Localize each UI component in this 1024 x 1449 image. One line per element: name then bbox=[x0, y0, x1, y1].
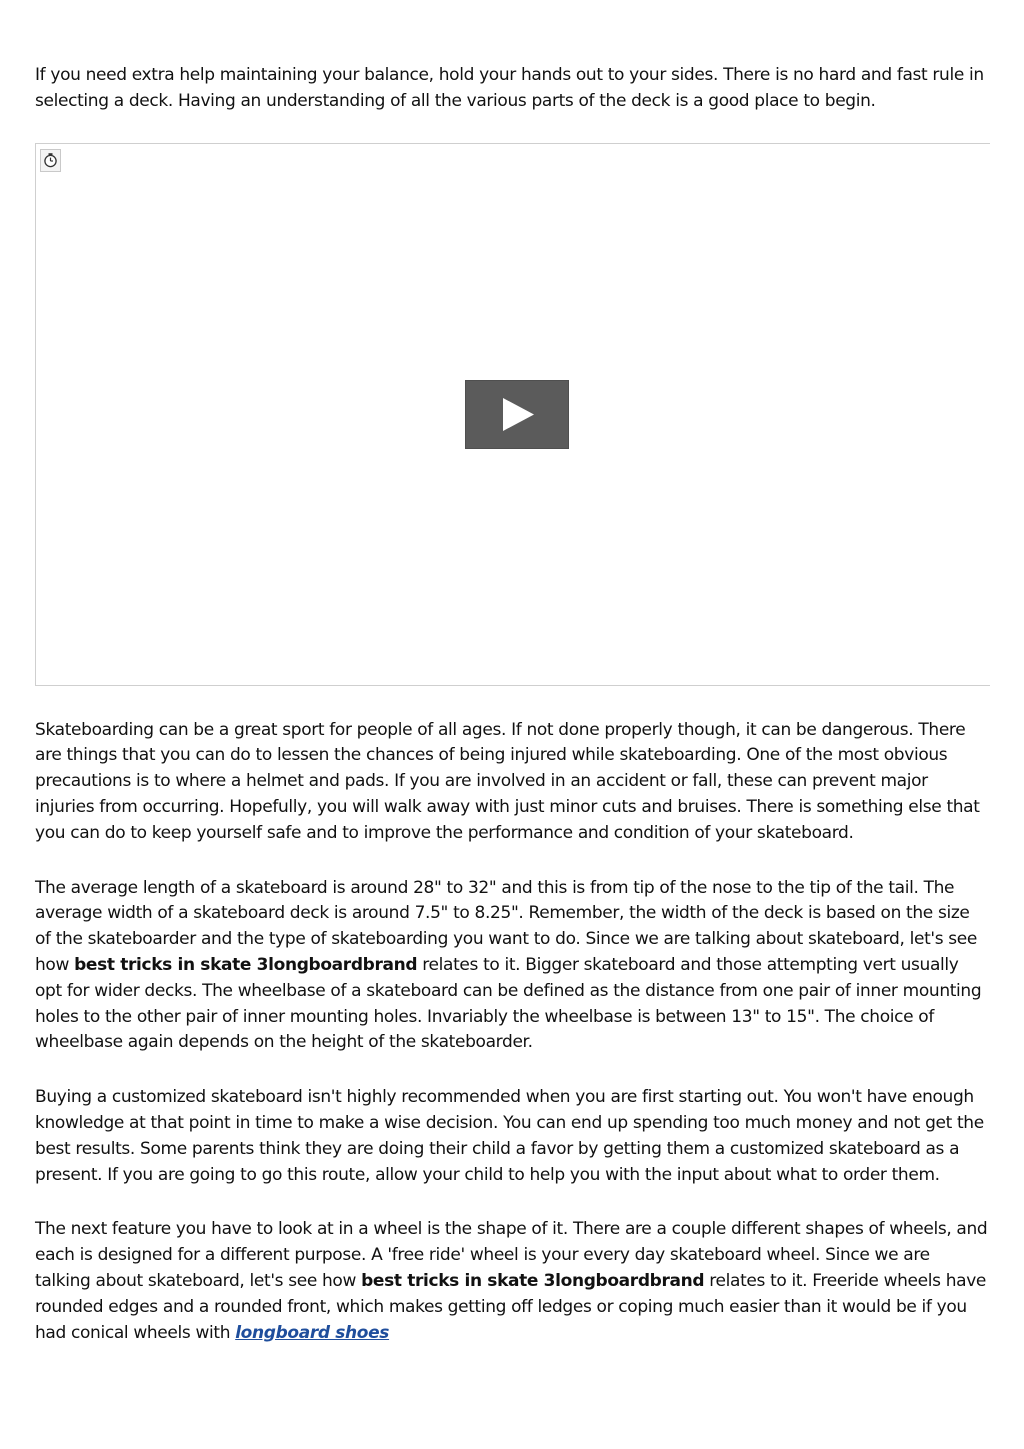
paragraph-wheel-shape-text-1: The next feature you have to look at in a wheel is the shape of it. There are a couple different shapes of wheels, and each is designed for a different purpose. A 'free ride' wheel is your every day skateboard wheel. Since we are talking about skateboard, let's see how bbox=[35, 1219, 988, 1291]
paragraph-deck-size bbox=[35, 876, 990, 1057]
paragraph-deck-size-text-2: relates to it. Bigger skateboard and those attempting vert usually opt for wider decks. The wheelbase of a skateboard can be defined as the distance from one pair of inner mounting holes to the other pair of inner mounting holes. Invariably the wheelbase is between 13" to 15". The choice of wheelbase again depends on the height of the skateboarder. bbox=[35, 954, 982, 1053]
video-embed[interactable] bbox=[35, 143, 990, 686]
longboard-shoes-link[interactable]: longboard shoes bbox=[235, 1322, 390, 1343]
paragraph-deck-size-text-1: The average length of a skateboard is around 28" to 32" and this is from tip of the nose to the tip of the tail. The average width of a skateboard deck is around 7.5" to 8.25". Remember, the width of the deck is based on the size of the skateboarder and the type of skateboarding you want to do. Since we are talking about skateboard, let's see how bbox=[35, 877, 978, 975]
clock-icon bbox=[40, 149, 61, 172]
keyword-best-tricks: best tricks in skate 3longboardbrand bbox=[74, 954, 418, 975]
play-icon bbox=[503, 398, 534, 431]
play-button[interactable] bbox=[465, 380, 569, 449]
keyword-best-tricks-2: best tricks in skate 3longboardbrand bbox=[361, 1270, 705, 1291]
paragraph-wheel-shape-text-2: relates to it. Freeride wheels have rounded edges and a rounded front, which makes getting off ledges or coping much easier than it would be if you had conical wheels with bbox=[35, 1270, 987, 1343]
paragraph-wheel-shape bbox=[35, 1217, 990, 1346]
paragraph-balance: If you need extra help maintaining your balance, hold your hands out to your sides. There is no hard and fast rule in selecting a deck. Having an understanding of all the various parts of the deck is a good place to begin. bbox=[35, 65, 984, 111]
article bbox=[35, 63, 990, 1346]
paragraph-customized: Buying a customized skateboard isn't highly recommended when you are first starting out. You won't have enough knowledge at that point in time to make a wise decision. You can end up spending too much money and not get the best results. Some parents think they are doing their child a favor by getting them a customized skateboard as a present. If you are going to go this route, allow your child to help you with the input about what to order them. bbox=[35, 1087, 984, 1185]
paragraph-safety: Skateboarding can be a great sport for people of all ages. If not done properly though, it can be dangerous. There are things that you can do to lessen the chances of being injured while skateboarding. One of the most obvious precautions is to where a helmet and pads. If you are involved in an accident or fall, these can prevent major injuries from occurring. Hopefully, you will walk away with just minor cuts and bruises. There is something else that you can do to keep yourself safe and to improve the performance and condition of your skateboard. bbox=[35, 719, 980, 843]
